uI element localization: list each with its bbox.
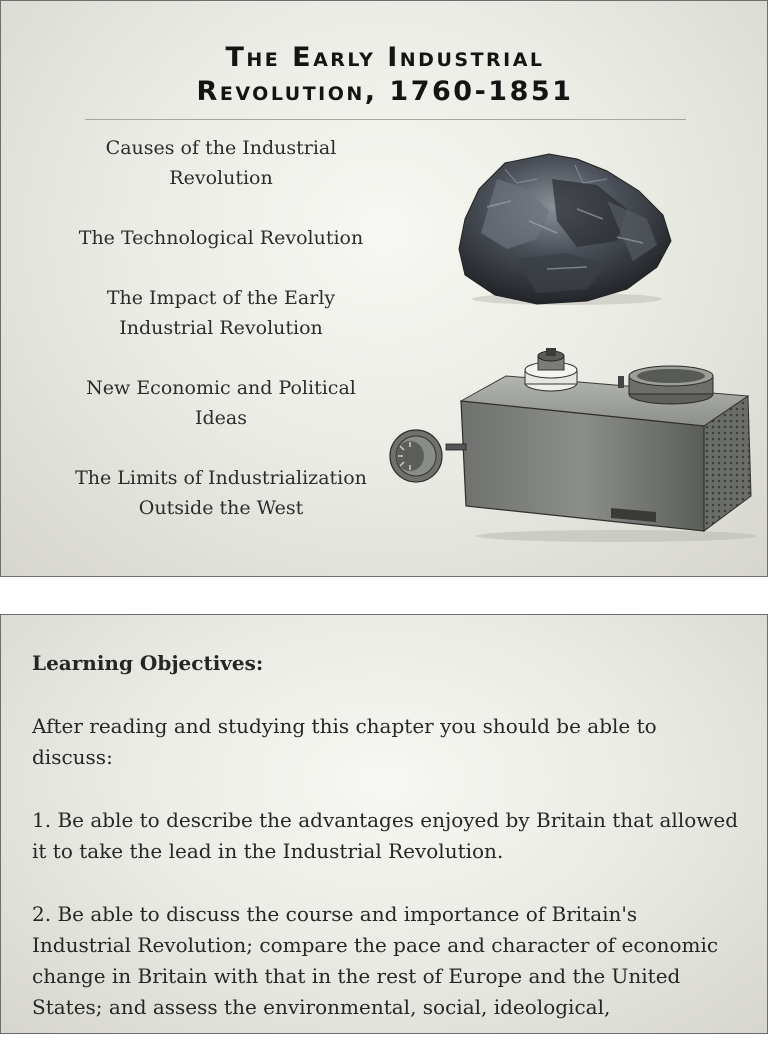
topic-item: Causes of the Industrial Revolution [105, 137, 337, 189]
machine-image [386, 346, 756, 546]
topic-list [61, 133, 381, 553]
objectives-intro: After reading and studying this chapter you should be able to discuss: [32, 714, 657, 769]
coal-lump-image [457, 149, 675, 307]
slide-title [85, 41, 685, 109]
topic-item: The Technological Revolution [78, 227, 364, 249]
learning-objectives-text [32, 648, 738, 1055]
topic-item: The Limits of Industrialization Outside the West [75, 467, 367, 519]
objectives-heading: Learning Objectives: [32, 651, 264, 675]
title-line-2: Revolution, 1760-1851 [196, 76, 574, 107]
title-line-1: The Early Industrial [225, 42, 545, 73]
objective-item: 1. Be able to describe the advantages enjoyed by Britain that allowed it to take the lead in the Industrial Revolution. [32, 808, 739, 863]
objective-item: 2. Be able to discuss the course and importance of Britain's Industrial Revolution; compare the pace and character of economic change in Britain with that in the rest of Europe and the United States; and assess the environmental, social, ideological, [32, 902, 719, 1019]
topic-item: New Economic and Political Ideas [86, 377, 356, 429]
title-divider [85, 119, 686, 120]
topic-item: The Impact of the Early Industrial Revolution [106, 287, 336, 339]
